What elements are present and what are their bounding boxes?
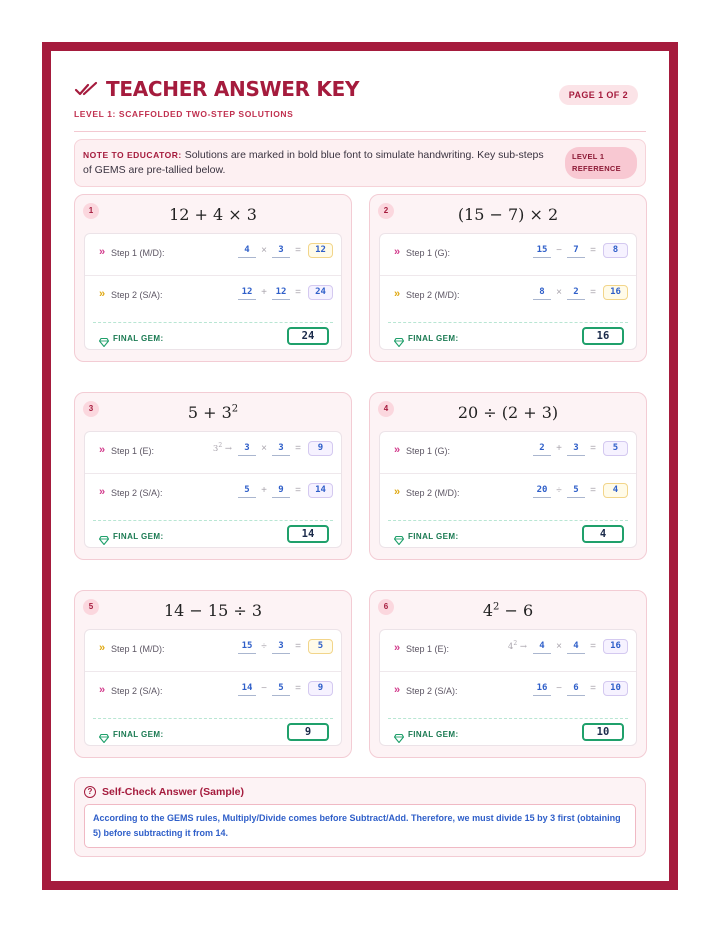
step-row [380, 672, 636, 714]
problem-expression [75, 205, 351, 224]
problem-card [369, 392, 647, 560]
step-answer: 16 [603, 639, 628, 654]
operand-a: 12 [238, 285, 256, 300]
operator: − [556, 244, 562, 256]
operand-b: 3 [272, 243, 290, 258]
chevron-right-icon: » [394, 444, 401, 456]
gem-icon [394, 730, 404, 739]
step-equation [238, 638, 333, 654]
step-label: Step 1 (G): [406, 446, 451, 456]
step-answer: 24 [308, 285, 333, 300]
problem-expression [370, 403, 646, 422]
solution-panel [84, 233, 342, 350]
self-check-answer: According to the GEMS rules, Multiply/Divide comes before Subtract/Add. Therefore, we must divide 15 by 3 first (obtaining 5) before subtracting it from 14. [84, 804, 636, 848]
gem-icon [394, 532, 404, 541]
equals-sign: = [295, 640, 301, 652]
operator: + [261, 286, 267, 298]
operand-a: 15 [238, 639, 256, 654]
step-label: Step 2 (S/A): [111, 686, 163, 696]
prefix-base: 3 [212, 443, 219, 454]
operand-b: 6 [567, 681, 585, 696]
operator: + [261, 484, 267, 496]
chevron-right-icon: » [99, 288, 106, 300]
problem-expression [75, 601, 351, 620]
final-gem-answer: 4 [582, 525, 624, 543]
expression-exponent: 2 [493, 601, 500, 613]
prefix-arrow: → [222, 443, 232, 454]
expression-exponent: 2 [231, 403, 239, 415]
problem-expression [370, 601, 646, 620]
problem-card [74, 590, 352, 758]
note-label: NOTE TO EDUCATOR: [83, 150, 182, 160]
final-gem-answer: 9 [287, 723, 329, 741]
expression-base: 4 [482, 601, 494, 620]
prefix-exponent: 2 [218, 442, 223, 450]
step-label: Step 2 (M/D): [406, 488, 460, 498]
header [74, 77, 646, 127]
step-row [85, 672, 341, 714]
operator: × [261, 244, 267, 256]
step-row [85, 276, 341, 318]
equals-sign: = [590, 442, 596, 454]
final-gem-label: FINAL GEM: [113, 334, 164, 343]
step-answer: 8 [603, 243, 628, 258]
expression-base: 14 − 15 ÷ 3 [163, 601, 263, 620]
chevron-right-icon: » [99, 642, 106, 654]
operand-b: 7 [567, 243, 585, 258]
step-row [85, 432, 341, 474]
step-label: Step 1 (E): [111, 446, 155, 456]
gem-icon [99, 730, 109, 739]
final-gem-answer: 24 [287, 327, 329, 345]
step-answer: 9 [308, 441, 333, 456]
step-row [380, 474, 636, 516]
step-prefix [213, 442, 232, 454]
chevron-right-icon: » [99, 684, 106, 696]
final-gem-row [93, 718, 333, 746]
solution-panel [84, 629, 342, 746]
operand-b: 3 [567, 441, 585, 456]
step-row [380, 276, 636, 318]
final-gem-label: FINAL GEM: [408, 532, 459, 541]
operand-a: 3 [238, 441, 256, 456]
final-gem-label: FINAL GEM: [113, 532, 164, 541]
equals-sign: = [295, 244, 301, 256]
step-answer: 10 [603, 681, 628, 696]
self-check-title: Self-Check Answer (Sample) [102, 786, 244, 798]
final-gem-row [388, 322, 628, 350]
operator: × [556, 286, 562, 298]
equals-sign: = [295, 682, 301, 694]
operator: + [556, 442, 562, 454]
operand-b: 3 [272, 441, 290, 456]
operand-a: 4 [533, 639, 551, 654]
problem-number: 3 [83, 401, 99, 417]
chevron-right-icon: » [394, 684, 401, 696]
gem-icon [99, 334, 109, 343]
step-row [380, 630, 636, 672]
note-text: Solutions are marked in bold blue font to simulate handwriting. Key sub-steps of GEMS are pre-tallied below. [83, 149, 544, 176]
problem-number: 5 [83, 599, 99, 615]
equals-sign: = [590, 244, 596, 256]
step-equation [533, 440, 628, 456]
operand-b: 5 [272, 681, 290, 696]
expression-base: 5 + 3 [187, 403, 232, 422]
problem-number: 2 [378, 203, 394, 219]
operand-a: 20 [533, 483, 551, 498]
problem-number: 1 [83, 203, 99, 219]
problem-card [369, 590, 647, 758]
step-row [85, 630, 341, 672]
self-check-panel [74, 777, 646, 857]
step-label: Step 1 (G): [406, 248, 451, 258]
problem-number: 4 [378, 401, 394, 417]
step-equation [238, 680, 333, 696]
chevron-right-icon: » [99, 444, 106, 456]
operand-a: 2 [533, 441, 551, 456]
solution-panel [379, 431, 637, 548]
step-answer: 5 [308, 639, 333, 654]
equals-sign: = [590, 286, 596, 298]
operator: − [556, 682, 562, 694]
operator: × [556, 640, 562, 652]
step-equation [238, 284, 333, 300]
step-equation [533, 680, 628, 696]
step-answer: 16 [603, 285, 628, 300]
page-badge: PAGE 1 OF 2 [559, 85, 638, 105]
problem-card [74, 194, 352, 362]
header-divider [74, 131, 646, 132]
step-label: Step 1 (E): [406, 644, 450, 654]
solution-panel [84, 431, 342, 548]
final-gem-label: FINAL GEM: [113, 730, 164, 739]
operand-a: 15 [533, 243, 551, 258]
step-answer: 14 [308, 483, 333, 498]
step-equation [533, 284, 628, 300]
step-answer: 5 [603, 441, 628, 456]
step-equation [238, 482, 333, 498]
equals-sign: = [590, 682, 596, 694]
page-subtitle: LEVEL 1: SCAFFOLDED TWO-STEP SOLUTIONS [74, 109, 294, 119]
step-row [85, 474, 341, 516]
equals-sign: = [295, 286, 301, 298]
level-badge-line2: REFERENCE [572, 164, 621, 173]
chevron-right-icon: » [394, 246, 401, 258]
chevron-right-icon: » [394, 288, 401, 300]
operand-b: 5 [567, 483, 585, 498]
step-label: Step 1 (M/D): [111, 248, 165, 258]
operator: − [261, 682, 267, 694]
expression-tail: − 6 [499, 601, 534, 620]
self-check-header [84, 786, 244, 798]
operand-a: 14 [238, 681, 256, 696]
gem-icon [394, 334, 404, 343]
problem-number: 6 [378, 599, 394, 615]
operand-a: 16 [533, 681, 551, 696]
step-label: Step 2 (S/A): [406, 686, 458, 696]
step-equation [508, 638, 628, 654]
step-label: Step 2 (S/A): [111, 488, 163, 498]
equals-sign: = [295, 442, 301, 454]
chevron-right-icon: » [99, 246, 106, 258]
operator: ÷ [556, 484, 562, 496]
step-equation [533, 482, 628, 498]
step-row [85, 234, 341, 276]
operand-b: 9 [272, 483, 290, 498]
step-prefix [508, 640, 527, 652]
problem-card [369, 194, 647, 362]
expression-base: 20 ÷ (2 + 3) [457, 403, 559, 422]
step-answer: 4 [603, 483, 628, 498]
operand-b: 2 [567, 285, 585, 300]
step-equation [238, 242, 333, 258]
operand-b: 4 [567, 639, 585, 654]
final-gem-row [93, 322, 333, 350]
step-row [380, 234, 636, 276]
equals-sign: = [590, 640, 596, 652]
step-label: Step 2 (M/D): [406, 290, 460, 300]
operand-b: 12 [272, 285, 290, 300]
prefix-arrow: → [517, 641, 527, 652]
prefix-base: 4 [507, 641, 514, 652]
solution-panel [379, 233, 637, 350]
final-gem-answer: 10 [582, 723, 624, 741]
operand-a: 4 [238, 243, 256, 258]
operand-a: 8 [533, 285, 551, 300]
step-label: Step 2 (S/A): [111, 290, 163, 300]
final-gem-row [93, 520, 333, 548]
equals-sign: = [295, 484, 301, 496]
gem-icon [99, 532, 109, 541]
operand-a: 5 [238, 483, 256, 498]
operand-b: 3 [272, 639, 290, 654]
final-gem-answer: 16 [582, 327, 624, 345]
final-gem-label: FINAL GEM: [408, 730, 459, 739]
page-frame [42, 42, 678, 890]
problem-card [74, 392, 352, 560]
level-badge [565, 147, 637, 179]
double-check-icon [74, 80, 100, 98]
expression-base: (15 − 7) × 2 [457, 205, 559, 224]
chevron-right-icon: » [99, 486, 106, 498]
chevron-right-icon: » [394, 486, 401, 498]
prefix-exponent: 2 [513, 640, 518, 648]
problem-expression [370, 205, 646, 224]
final-gem-answer: 14 [287, 525, 329, 543]
step-answer: 12 [308, 243, 333, 258]
final-gem-row [388, 718, 628, 746]
step-row [380, 432, 636, 474]
operator: × [261, 442, 267, 454]
step-equation [533, 242, 628, 258]
worksheet [51, 51, 669, 881]
problem-expression [75, 403, 351, 422]
operator: ÷ [261, 640, 267, 652]
expression-base: 12 + 4 × 3 [169, 205, 257, 224]
final-gem-row [388, 520, 628, 548]
page-title: TEACHER ANSWER KEY [106, 77, 360, 101]
final-gem-label: FINAL GEM: [408, 334, 459, 343]
step-answer: 9 [308, 681, 333, 696]
step-label: Step 1 (M/D): [111, 644, 165, 654]
solution-panel [379, 629, 637, 746]
educator-note [74, 139, 646, 187]
step-equation [213, 440, 333, 456]
chevron-right-icon: » [394, 642, 401, 654]
level-badge-line1: LEVEL 1 [572, 152, 605, 161]
question-icon: ? [84, 786, 96, 798]
equals-sign: = [590, 484, 596, 496]
